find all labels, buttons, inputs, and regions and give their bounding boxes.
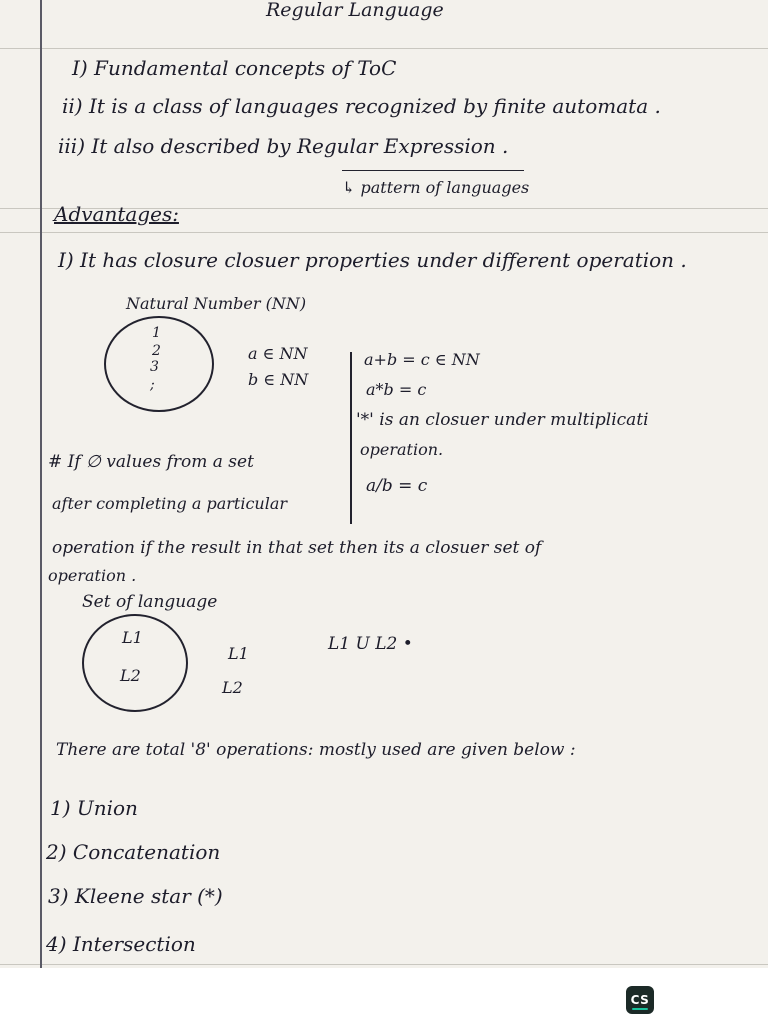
closure-note-line: operation . [48,566,137,585]
rule-line [0,964,768,965]
operation-item: 2) Concatenation [46,840,221,864]
set-item: 2 [152,343,161,359]
operation-item: 4) Intersection [46,932,196,956]
operation-item: 3) Kleene star (*) [48,884,223,908]
rule-line [0,232,768,233]
set-item: 3 [150,359,159,375]
result-line: a+b = c ∈ NN [364,350,480,369]
margin-line [40,0,42,968]
set-item: ; [150,377,155,393]
operation-item: 1) Union [50,796,138,820]
language-item: L2 [222,678,243,697]
closure-note-line: operation if the result in that set then its a closuer set of [52,538,542,558]
result-line: a*b = c [366,380,427,399]
rule-line [0,48,768,49]
language-set-heading: Set of language [82,592,218,612]
logo-text: CS [630,993,650,1007]
page-title: Regular Language [266,0,444,21]
language-set-item: L1 [122,628,143,647]
language-set-item: L2 [120,666,141,685]
union-expression: L1 U L2 • [328,634,413,654]
result-line: '*' is an closuer under multiplicati [356,410,649,430]
set-item: 1 [152,325,161,341]
advantages-heading: Advantages: [54,202,179,226]
natural-number-heading: Natural Number (NN) [126,294,307,313]
operations-intro: There are total '8' operations: mostly used are given below : [56,740,576,760]
result-line: operation. [360,440,444,459]
divider-line [350,352,352,524]
intro-line-3: iii) It also described by Regular Expression . [58,134,509,158]
membership-a: a ∈ NN [248,344,308,363]
camscanner-logo [626,986,654,1014]
language-item: L1 [228,644,249,663]
result-line: a/b = c [366,476,428,496]
intro-line-1: I) Fundamental concepts of ToC [72,56,397,80]
intro-note: ↳ pattern of languages [342,178,530,197]
advantage-1: I) It has closure closuer properties under different operation . [58,248,687,272]
membership-b: b ∈ NN [248,370,309,389]
closure-note-line: # If ∅ values from a set [48,452,254,472]
intro-line-2: ii) It is a class of languages recognized by finite automata . [62,94,661,118]
closure-note-line: after completing a particular [52,494,288,513]
expression-bracket [342,170,524,171]
